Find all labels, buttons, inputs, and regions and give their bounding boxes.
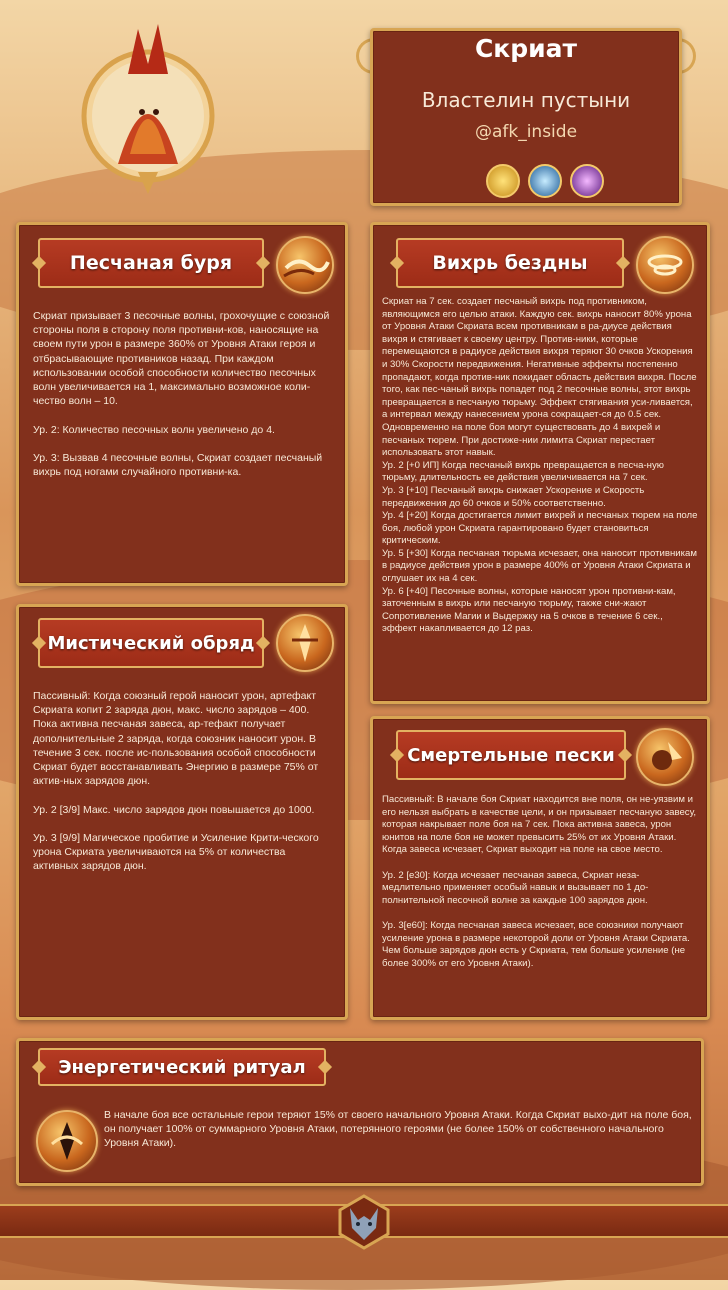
skill-title-deadly-sands: Смертельные пески bbox=[396, 730, 626, 780]
skill-text-vortex: Скриат на 7 сек. создает песчаный вихрь под противником, являющимся его целью атаки. Каждую сек. вихрь наносит 80% урона от Уровня Атаки Скриата всем противникам в ра-диусе действия вихря и стягивает к своему центру. Против-ники, которые перемещаются в радиусе действия вихря теряют 30 очков Ускорения и 30% Скорости передвижения. Негативные эффекты постепенно пропадают, когда против-ник покидает область действия вихря. После того, как пес-чаный вихрь попадет под 2 песочные волны, этот вихрь превращается в песчаную тюрьму. Эффект стягивания уси-ливается, а интервал между нанесением урона сокращает-ся до 0.5 сек. Одновременно на поле боя могут существовать до 4 вихрей и песчаных тюрем. При достиже-нии лимита Скриат перестает использовать этот навык. Ур. 2 [+0 ИП] Когда песчаный вихрь превращается в песча-ную тюрьму, длительность ее действия увеличивается на 7 сек. Ур. 3 [+10] Песчаный вихрь снижает Ускорение и Скорость передвижения до 60 очков и 50% соответственно. Ур. 4 [+20] Когда достигается лимит вихрей и песчаных тюрем на поле боя, любой урон Скриата гарантировано будет становиться критическим. Ур. 5 [+30] Когда песчаная тюрьма исчезает, она наносит противникам в радиусе действия урон в размере 400% от Уровня Атаки Скриата и оглушает их на 4 сек. Ур. 6 [+40] Песочные волны, которые наносят урон противни-кам, заточенным в вихрь или песчаную тюрьму, также сни-жают Сопротивление Магии и Выдержку на 5 очков в течение 6 сек., эффект накапливается до 12 раз. bbox=[382, 296, 698, 635]
skill-text-sandstorm: Скриат призывает 3 песочные волны, грохочущие с союзной стороны поля в сторону поля противни-ков, наносящие на своем пути урон в размере 360% от Уровня Атаки героя и отбрасывающие противников назад. При каждом использовании особой способности количество песочных волн увеличивается на 1, максимально возможное коли-чество волн – 10. Ур. 2: Количество песочных волн увеличено до 4. Ур. 3: Вызвав 4 песочные волны, Скриат создает песчаный вихрь под ногами случайного противни-ка. bbox=[33, 310, 330, 479]
mystic-rite-icon bbox=[276, 614, 334, 672]
skill-title-mystic-rite: Мистический обряд bbox=[38, 618, 264, 668]
wolf-emblem-icon bbox=[334, 1192, 394, 1252]
skill-title-energy-ritual: Энергетический ритуал bbox=[38, 1048, 326, 1086]
author-handle: @afk_inside bbox=[474, 122, 578, 142]
energy-ritual-icon bbox=[36, 1110, 98, 1172]
vortex-icon bbox=[636, 236, 694, 294]
skill-text-mystic-rite: Пассивный: Когда союзный герой наносит урон, артефакт Скриата копит 2 заряда дюн, макс. число зарядов – 400. Пока активна песчаная завеса, ар-тефакт получает дополнительные 2 заряда, когда союзник наносит урон. В течение 3 сек. после ис-пользования особой способности Скриат будет восстанавливать Энергию в размере 75% от актив-ных зарядов дюн. Ур. 2 [3/9] Макс. число зарядов дюн повышается до 1000. Ур. 3 [9/9] Магическое пробитие и Усиление Крити-ческого урона Скриата увеличиваются на 5% от количества активных зарядов дюн. bbox=[33, 690, 319, 873]
type-icon bbox=[570, 164, 604, 198]
hero-name: Скриат bbox=[474, 34, 578, 63]
class-icon bbox=[528, 164, 562, 198]
skill-text-deadly-sands: Пассивный: В начале боя Скриат находится вне поля, он не-уязвим и его нельзя выбрать в качестве цели, и он призывает песчаную завесу, которая накрывает поле боя на 7 сек. Пока активна завеса, урон юнитов на поле боя не может превысить 25% от их Уровня Атаки. Когда завеса исчезает, Скриат выходит на поле на свое место. Ур. 2 [е30]: Когда исчезает песчаная завеса, Скриат неза-медлительно применяет особый навык и вызывает по 1 до-полнительной песочной волне за каждые 100 зарядов дюн. Ур. 3[е60]: Когда песчаная завеса исчезает, все союзники получают усиление урона в размере некоторой доли от Уровня Атаки Скриата. Чем больше зарядов дюн есть у Скриата, тем больше усиление (не более 300% от его Уровня Атаки). bbox=[382, 794, 697, 969]
skill-title-sandstorm: Песчаная буря bbox=[38, 238, 264, 288]
sandstorm-icon bbox=[276, 236, 334, 294]
hero-portrait bbox=[78, 4, 218, 204]
deadly-sands-icon bbox=[636, 728, 694, 786]
hero-title: Властелин пустыни bbox=[421, 88, 631, 112]
skill-text-energy-ritual: В начале боя все остальные герои теряют 15% от своего начального Уровня Атаки. Когда Скриат выхо-дит на поле боя, он получает 100% от суммарного Уровня Атаки, потерянного героями (не более 150% от собственного начального Уровня Атаки). bbox=[104, 1109, 692, 1150]
skill-title-vortex: Вихрь бездны bbox=[396, 238, 624, 288]
faction-icon bbox=[486, 164, 520, 198]
